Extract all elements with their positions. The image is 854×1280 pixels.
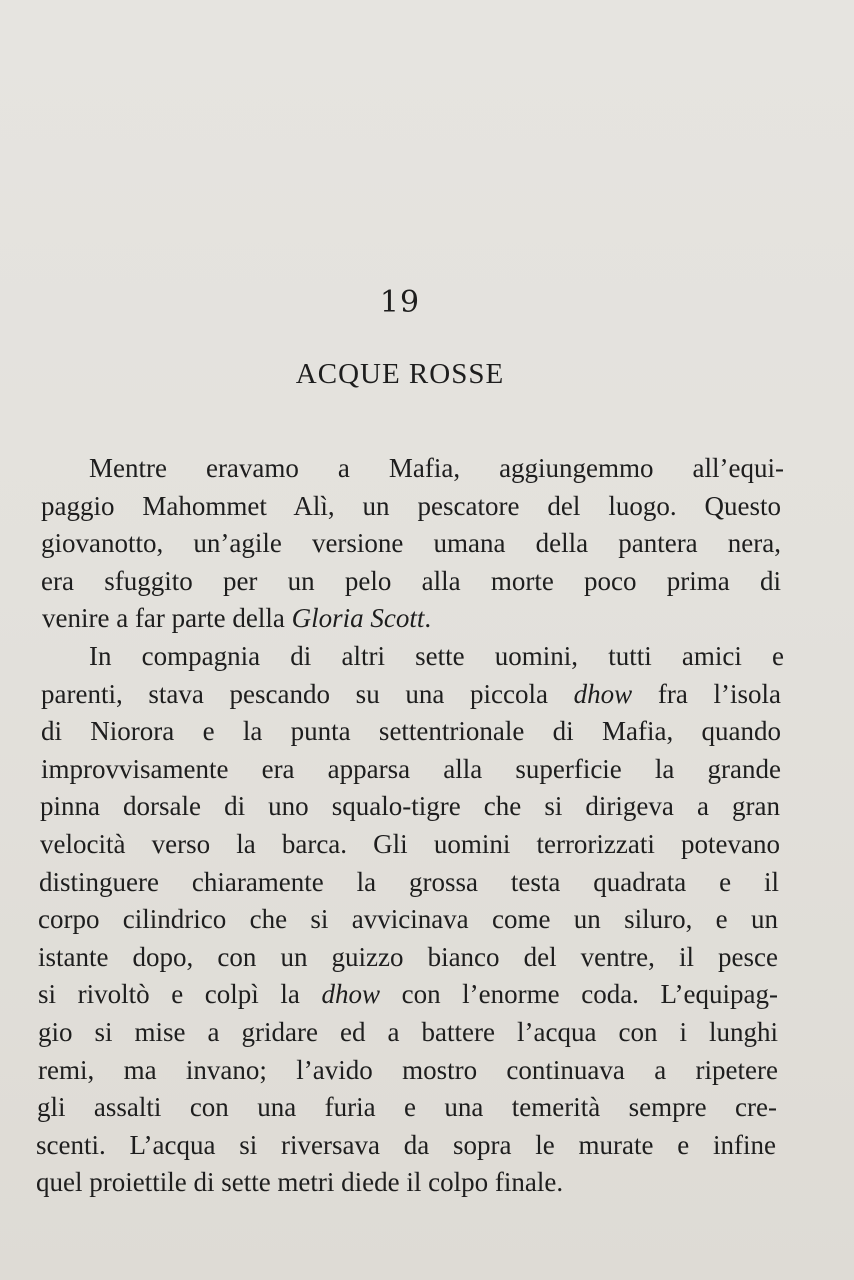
text-run: era sfuggito per un pelo alla morte poco prima di [41,566,781,596]
text-run: . [424,603,432,633]
text-line [41,676,781,712]
text-run: In compagnia di altri sette uomini, tutti amici e [89,641,784,671]
text-line [38,976,778,1012]
text-run: scenti. L’acqua si riversava da sopra le murate e infine [36,1130,776,1160]
text-line [40,826,780,862]
text-run: velocità verso la barca. Gli uomini terrorizzati potevano [40,829,780,859]
text-line [41,488,781,524]
italic-text: Gloria Scott [291,603,425,633]
text-line [38,1052,778,1088]
chapter-number: 19 [379,285,421,320]
text-run: Mentre eravamo a Mafia, aggiungemmo all’equi- [89,453,784,483]
text-run: si rivoltò e colpì la [38,979,322,1009]
text-run: gio si mise a gridare ed a battere l’acqua con i lunghi [38,1017,778,1047]
text-run: giovanotto, un’agile versione umana della pantera nera, [41,528,781,558]
text-run: remi, ma invano; l’avido mostro continuava a ripetere [38,1055,778,1085]
text-line [39,864,779,900]
text-run: corpo cilindrico che si avvicinava come un siluro, e un [38,904,778,934]
text-run: distinguere chiaramente la grossa testa quadrata e il [39,867,779,897]
text-run: venire a far parte della [42,603,292,633]
text-line [37,1089,777,1125]
text-run: con l’enorme coda. L’equipag- [379,979,779,1009]
text-line [41,713,781,749]
text-run: istante dopo, con un guizzo bianco del ventre, il pesce [38,942,778,972]
text-run: quel proiettile di sette metri diede il colpo finale. [36,1167,564,1197]
text-line [41,751,781,787]
text-line [36,1127,776,1163]
text-line [36,1164,776,1200]
text-line [38,939,778,975]
text-line [89,450,784,486]
text-run: gli assalti con una furia e una temerità sempre cre- [37,1092,777,1122]
text-run: fra l’isola [632,679,781,709]
text-line [89,638,784,674]
text-line [40,788,780,824]
text-line [38,1014,778,1050]
text-line [41,563,781,599]
text-run: di Niorora e la punta settentrionale di Mafia, quando [41,716,781,746]
text-run: pinna dorsale di uno squalo-tigre che si dirigeva a gran [40,791,780,821]
text-line [38,901,778,937]
italic-text: dhow [321,979,380,1009]
text-run: paggio Mahommet Alì, un pescatore del luogo. Questo [41,491,781,521]
chapter-title: ACQUE ROSSE [295,358,505,390]
text-run: improvvisamente era apparsa alla superficie la grande [41,754,781,784]
italic-text: dhow [573,679,633,709]
text-line [41,525,781,561]
text-line [42,600,782,636]
text-run: parenti, stava pescando su una piccola [41,679,574,709]
